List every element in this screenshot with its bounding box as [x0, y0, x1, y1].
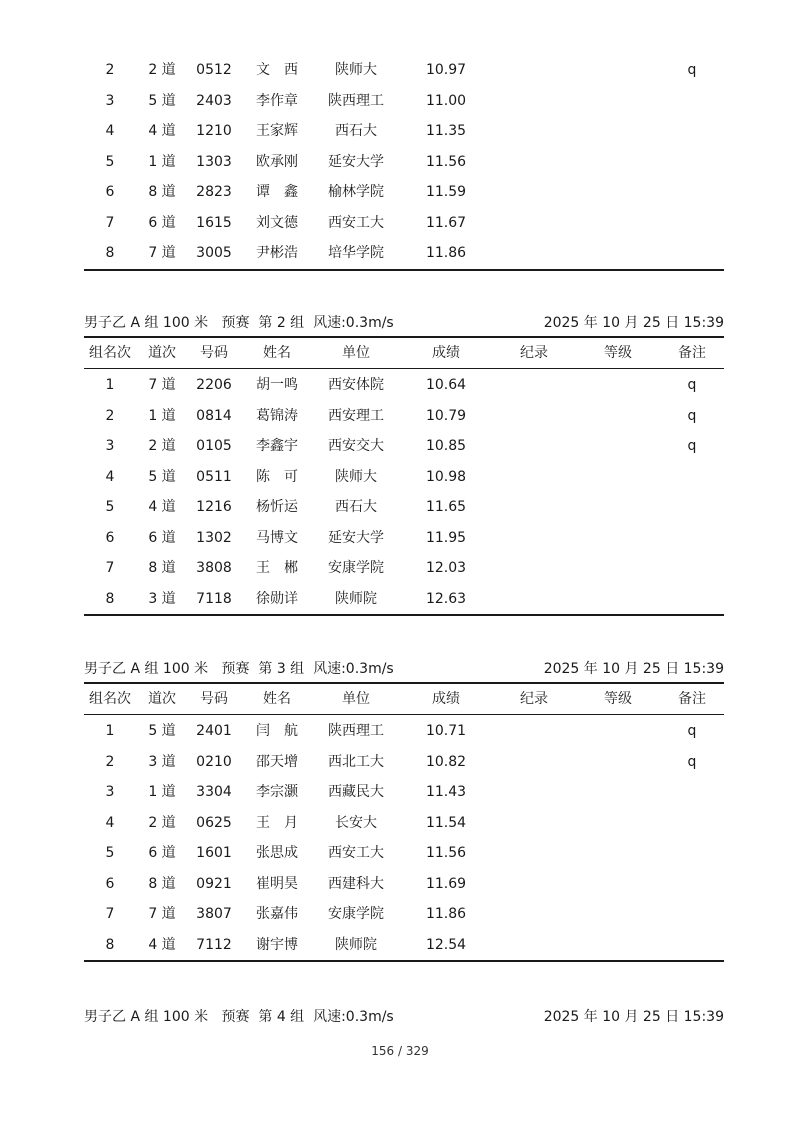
- cell-note: q: [687, 377, 697, 393]
- group-label: 第 2 组: [258, 315, 305, 331]
- cell-bib: 3808: [196, 560, 232, 576]
- table-row: [84, 55, 724, 86]
- cell-name: 谭 鑫: [256, 184, 298, 200]
- group-header: [84, 1004, 724, 1030]
- cell-lane: 2 道: [148, 814, 176, 831]
- cell-lane: 8 道: [148, 560, 176, 576]
- cell-rank: 2: [105, 62, 115, 78]
- cell-unit: 西安交大: [328, 438, 384, 454]
- group-header: [84, 656, 724, 682]
- wind-speed: 风速:0.3m/s: [313, 1009, 394, 1025]
- cell-result: 10.82: [425, 753, 467, 770]
- cell-result: 11.43: [425, 784, 467, 800]
- cell-unit: 延安大学: [328, 153, 384, 170]
- cell-rank: 1: [105, 723, 115, 739]
- header-bottom-rule: [84, 714, 724, 715]
- group-3-section: [84, 656, 724, 962]
- cell-unit: 安康学院: [328, 560, 384, 576]
- cell-name: 谢宇博: [256, 936, 298, 953]
- cell-rank: 3: [105, 92, 115, 109]
- cell-result: 11.95: [425, 529, 467, 546]
- cell-lane: 4 道: [148, 123, 176, 139]
- cell-unit: 陕师院: [335, 590, 377, 607]
- cell-result: 11.65: [425, 499, 467, 515]
- table-row: [84, 147, 724, 178]
- cell-rank: 5: [105, 499, 115, 515]
- group-label: 第 3 组: [258, 661, 305, 677]
- cell-rank: 2: [105, 753, 115, 770]
- cell-result: 11.59: [425, 184, 467, 200]
- cell-rank: 4: [105, 814, 115, 831]
- cell-unit: 长安大: [335, 814, 377, 831]
- table-row: [84, 777, 724, 808]
- cell-lane: 4 道: [148, 499, 176, 515]
- cell-lane: 7 道: [148, 906, 176, 922]
- cell-bib: 7112: [196, 936, 232, 953]
- cell-name: 张思成: [256, 845, 298, 861]
- cell-rank: 8: [105, 590, 115, 607]
- cell-result: 11.69: [425, 875, 467, 892]
- cell-note: q: [687, 407, 697, 424]
- cell-name: 胡一鸣: [256, 377, 298, 393]
- cell-bib: 0921: [196, 875, 232, 892]
- cell-rank: 1: [105, 377, 115, 393]
- cell-lane: 7 道: [148, 245, 176, 261]
- group-title: [84, 1006, 394, 1026]
- cell-result: 11.86: [425, 906, 467, 922]
- table-row: [84, 492, 724, 523]
- cell-lane: 1 道: [148, 784, 176, 800]
- cell-name: 李鑫宇: [256, 438, 298, 454]
- cell-result: 10.79: [425, 407, 467, 424]
- cell-bib: 1303: [196, 153, 232, 170]
- cell-name: 徐勋详: [256, 590, 298, 607]
- table-bottom-rule: [84, 614, 724, 616]
- cell-unit: 西石大: [335, 499, 377, 515]
- cell-result: 10.71: [425, 723, 467, 739]
- header-bottom-rule: [84, 368, 724, 369]
- cell-lane: 6 道: [148, 845, 176, 861]
- cell-lane: 5 道: [148, 468, 176, 485]
- cell-bib: 0210: [196, 753, 232, 770]
- cell-rank: 5: [105, 845, 115, 861]
- cell-bib: 2823: [196, 184, 232, 200]
- cell-unit: 陕师大: [335, 468, 377, 485]
- cell-bib: 0512: [196, 62, 232, 78]
- group-label: 第 4 组: [258, 1009, 305, 1025]
- cell-lane: 5 道: [148, 92, 176, 109]
- cell-unit: 陕西理工: [328, 723, 384, 739]
- cell-name: 王 郴: [256, 560, 298, 576]
- group-2-section: [84, 310, 724, 616]
- cell-result: 11.00: [425, 92, 467, 109]
- cell-result: 11.54: [425, 814, 467, 831]
- cell-unit: 陕师大: [335, 62, 377, 78]
- col-name: 姓名: [263, 691, 291, 707]
- table-row: [84, 584, 724, 615]
- cell-bib: 0814: [196, 407, 232, 424]
- event-title: 男子乙 A 组 100 米: [84, 661, 209, 677]
- col-rank: 组名次: [89, 691, 131, 707]
- cell-lane: 3 道: [148, 590, 176, 607]
- cell-unit: 西北工大: [328, 753, 384, 770]
- table-row: [84, 116, 724, 147]
- cell-name: 张嘉伟: [256, 906, 298, 922]
- cell-name: 王家辉: [256, 123, 298, 139]
- table-row: [84, 208, 724, 239]
- results-table-body: [84, 55, 724, 269]
- cell-result: 10.97: [425, 62, 467, 78]
- cell-name: 邵天增: [256, 753, 298, 770]
- table-row: [84, 238, 724, 269]
- group-title: [84, 658, 394, 678]
- results-table-body: [84, 716, 724, 960]
- cell-lane: 1 道: [148, 407, 176, 424]
- cell-bib: 1615: [196, 214, 232, 231]
- cell-lane: 7 道: [148, 377, 176, 393]
- page-number: 156 / 329: [371, 1044, 429, 1058]
- table-row: [84, 86, 724, 117]
- cell-lane: 2 道: [148, 438, 176, 454]
- cell-unit: 西安工大: [328, 845, 384, 861]
- cell-unit: 西安工大: [328, 214, 384, 231]
- cell-bib: 2206: [196, 377, 232, 393]
- cell-result: 12.63: [425, 590, 467, 607]
- col-record: 纪录: [520, 345, 548, 361]
- cell-result: 12.03: [425, 560, 467, 576]
- cell-rank: 7: [105, 906, 115, 922]
- event-title: 男子乙 A 组 100 米: [84, 315, 209, 331]
- group-datetime: 2025 年 10 月 25 日 15:39: [543, 661, 724, 677]
- col-note: 备注: [678, 345, 706, 361]
- cell-bib: 3005: [196, 245, 232, 261]
- cell-note: q: [687, 753, 697, 770]
- cell-lane: 1 道: [148, 153, 176, 170]
- cell-unit: 延安大学: [328, 529, 384, 546]
- table-row: [84, 431, 724, 462]
- cell-lane: 6 道: [148, 529, 176, 546]
- table-row: [84, 808, 724, 839]
- cell-bib: 1210: [196, 123, 232, 139]
- cell-bib: 0105: [196, 438, 232, 454]
- cell-name: 文 西: [256, 62, 298, 78]
- cell-name: 李作章: [256, 92, 298, 109]
- cell-bib: 1601: [196, 845, 232, 861]
- cell-name: 葛锦涛: [256, 407, 298, 424]
- cell-rank: 4: [105, 123, 115, 139]
- table-row: [84, 401, 724, 432]
- column-header-row: [84, 684, 724, 714]
- table-row: [84, 899, 724, 930]
- col-note: 备注: [678, 691, 706, 707]
- cell-rank: 8: [105, 936, 115, 953]
- cell-result: 10.64: [425, 377, 467, 393]
- cell-result: 11.35: [425, 123, 467, 139]
- cell-unit: 西安体院: [328, 377, 384, 393]
- table-row: [84, 553, 724, 584]
- cell-unit: 西安理工: [328, 407, 384, 424]
- cell-bib: 2403: [196, 92, 232, 109]
- cell-name: 王 月: [256, 814, 298, 831]
- group-4-section: [84, 1004, 724, 1030]
- round-label: 预赛: [221, 315, 250, 331]
- cell-result: 10.85: [425, 438, 467, 454]
- column-header-row: [84, 338, 724, 368]
- cell-result: 10.98: [425, 468, 467, 485]
- cell-bib: 0511: [196, 468, 232, 485]
- event-title: 男子乙 A 组 100 米: [84, 1009, 209, 1025]
- wind-speed: 风速:0.3m/s: [313, 661, 394, 677]
- cell-result: 11.67: [425, 214, 467, 231]
- cell-rank: 3: [105, 784, 115, 800]
- cell-rank: 2: [105, 407, 115, 424]
- cell-result: 11.56: [425, 153, 467, 170]
- table-bottom-rule: [84, 269, 724, 271]
- group-1-continuation: [84, 55, 724, 271]
- cell-unit: 西藏民大: [328, 784, 384, 800]
- round-label: 预赛: [221, 661, 250, 677]
- table-row: [84, 177, 724, 208]
- cell-rank: 4: [105, 468, 115, 485]
- cell-lane: 8 道: [148, 875, 176, 892]
- cell-result: 12.54: [425, 936, 467, 953]
- col-rank: 组名次: [89, 345, 131, 361]
- table-bottom-rule: [84, 960, 724, 962]
- results-table-body: [84, 370, 724, 614]
- cell-bib: 1216: [196, 499, 232, 515]
- cell-unit: 西石大: [335, 123, 377, 139]
- cell-rank: 6: [105, 875, 115, 892]
- table-row: [84, 869, 724, 900]
- table-row: [84, 716, 724, 747]
- cell-rank: 6: [105, 529, 115, 546]
- table-row: [84, 523, 724, 554]
- table-row: [84, 462, 724, 493]
- cell-unit: 榆林学院: [328, 184, 384, 200]
- group-datetime: 2025 年 10 月 25 日 15:39: [543, 1009, 724, 1025]
- group-datetime: 2025 年 10 月 25 日 15:39: [543, 315, 724, 331]
- table-row: [84, 747, 724, 778]
- cell-name: 尹彬浩: [256, 245, 298, 261]
- cell-unit: 培华学院: [328, 245, 384, 261]
- cell-bib: 3304: [196, 784, 232, 800]
- round-label: 预赛: [221, 1009, 250, 1025]
- col-result: 成绩: [432, 691, 460, 707]
- cell-result: 11.56: [425, 845, 467, 861]
- col-bib: 号码: [200, 691, 228, 707]
- group-header: [84, 310, 724, 336]
- col-bib: 号码: [200, 345, 228, 361]
- table-row: [84, 838, 724, 869]
- cell-name: 马博文: [256, 529, 298, 546]
- cell-note: q: [687, 723, 697, 739]
- cell-lane: 6 道: [148, 214, 176, 231]
- cell-lane: 4 道: [148, 936, 176, 953]
- col-result: 成绩: [432, 345, 460, 361]
- col-level: 等级: [604, 345, 632, 361]
- cell-bib: 3807: [196, 906, 232, 922]
- cell-name: 杨忻运: [256, 499, 298, 515]
- col-lane: 道次: [148, 345, 176, 361]
- cell-name: 欧承刚: [256, 153, 298, 170]
- cell-rank: 7: [105, 560, 115, 576]
- cell-result: 11.86: [425, 245, 467, 261]
- cell-rank: 7: [105, 214, 115, 231]
- cell-name: 李宗灏: [256, 784, 298, 800]
- cell-lane: 8 道: [148, 184, 176, 200]
- col-lane: 道次: [148, 691, 176, 707]
- col-level: 等级: [604, 691, 632, 707]
- col-unit: 单位: [342, 691, 370, 707]
- table-row: [84, 930, 724, 961]
- col-unit: 单位: [342, 345, 370, 361]
- cell-lane: 2 道: [148, 62, 176, 78]
- wind-speed: 风速:0.3m/s: [313, 315, 394, 331]
- cell-unit: 陕师院: [335, 936, 377, 953]
- cell-name: 陈 可: [256, 468, 298, 485]
- cell-unit: 西建科大: [328, 875, 384, 892]
- cell-bib: 1302: [196, 529, 232, 546]
- cell-unit: 安康学院: [328, 906, 384, 922]
- cell-lane: 3 道: [148, 753, 176, 770]
- cell-name: 崔明昊: [256, 875, 298, 892]
- cell-name: 闫 航: [256, 723, 298, 739]
- cell-bib: 7118: [196, 590, 232, 607]
- cell-lane: 5 道: [148, 723, 176, 739]
- cell-rank: 8: [105, 245, 115, 261]
- cell-rank: 6: [105, 184, 115, 200]
- col-record: 纪录: [520, 691, 548, 707]
- table-row: [84, 370, 724, 401]
- group-title: [84, 312, 394, 332]
- cell-rank: 5: [105, 153, 115, 170]
- cell-name: 刘文德: [256, 214, 298, 231]
- cell-note: q: [687, 62, 697, 78]
- cell-bib: 0625: [196, 814, 232, 831]
- cell-note: q: [687, 438, 697, 454]
- cell-rank: 3: [105, 438, 115, 454]
- col-name: 姓名: [263, 345, 291, 361]
- cell-bib: 2401: [196, 723, 232, 739]
- cell-unit: 陕西理工: [328, 92, 384, 109]
